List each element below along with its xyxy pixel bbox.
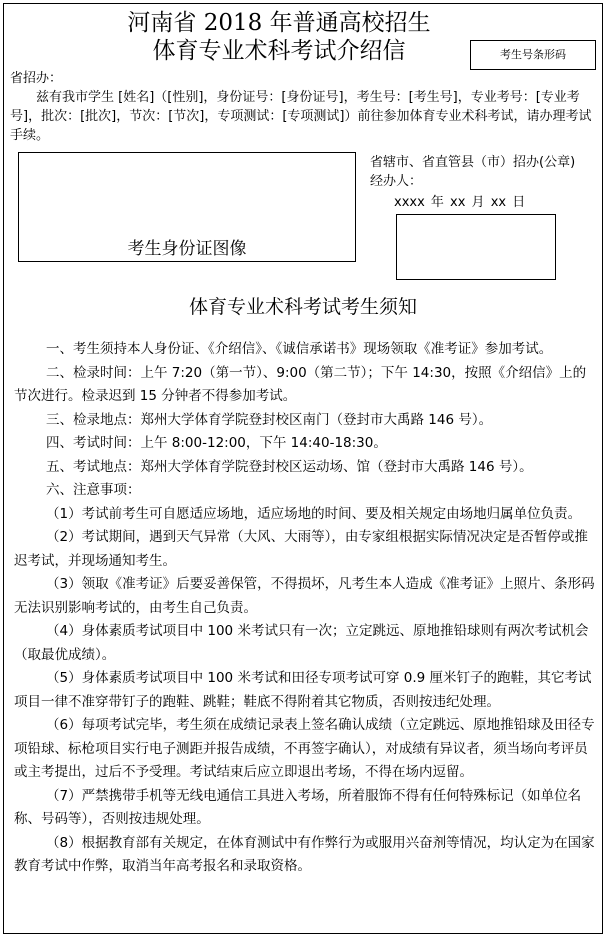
notice-item: （5）身体素质考试项目中 100 米考试和田径专项考试可穿 0.9 厘米钉子的跑鞋，其它考试项目一律不准穿带钉子的跑鞋、跳鞋；鞋底不得附着其它物质，否则按违纪处理。 (14, 670, 592, 710)
addressee: 省招办： (10, 71, 63, 86)
document-page (3, 3, 603, 934)
notice-list (14, 338, 596, 879)
notice-title: 体育专业术科考试考生须知 (188, 296, 417, 318)
notice-item: （4）身体素质考试项目中 100 米考试只有一次；立定跳远、原地推铅球则有两次考试机会（取最优成绩）。 (14, 623, 589, 663)
notice-item: 二、检录时间：上午 7:20（第一节）、9:00（第二节）；下午 14:30，按照《介绍信》上的节次进行。检录迟到 15 分钟者不得参加考试。 (14, 364, 587, 404)
notice-item: 三、检录地点：郑州大学体育学院登封校区南门（登封市大禹路 146 号）。 (46, 411, 493, 428)
title-line-1: 河南省 2018 年普通高校招生 (127, 10, 431, 36)
notice-item: 四、考试时间：上午 8:00-12:00，下午 14:40-18:30。 (46, 435, 387, 451)
id-photo-caption: 考生身份证图像 (127, 239, 247, 259)
notice-item: （3）领取《准考证》后要妥善保管，不得损坏，凡考生本人造成《准考证》上照片、条形码无法识别影响考试的，由考生自己负责。 (14, 576, 595, 616)
notice-item: 一、考生须持本人身份证、《介绍信》、《诚信承诺书》现场领取《准考证》参加考试。 (46, 341, 553, 357)
notice-item: （2）考试期间，遇到天气异常（大风、大雨等），由专家组根据实际情况决定是否暂停或推迟考试，并现场通知考生。 (14, 529, 588, 569)
notice-item: （1）考试前考生可自愿适应场地，适应场地的时间、要及相关规定由场地归属单位负责。 (46, 505, 582, 522)
issuer-line: 省辖市、省直管县（市）招办(公章) (370, 155, 576, 170)
notice-item: 五、考试地点：郑州大学体育学院登封校区运动场、馆（登封市大禹路 146 号）。 (46, 458, 533, 475)
barcode-label: 考生号条形码 (500, 48, 566, 61)
letter-body: 兹有我市学生 [姓名]（[性别]，身份证号：[身份证号]，考生号：[考生号]，专业考号：[专业考号]，批次：[批次]，节次：[节次]，专项测试：[专项测试]）前往参加体育专业术科考试，请办理考试手续。 (10, 90, 592, 143)
barcode-box (470, 40, 596, 70)
notice-item: （7）严禁携带手机等无线电通信工具进入考场，所着服饰不得有任何特殊标记（如单位名称、号码等），否则按违规处理。 (14, 787, 582, 827)
notice-item: 六、注意事项： (46, 482, 141, 498)
title-line-2: 体育专业术科考试介绍信 (152, 38, 406, 64)
notice-item: （6）每项考试完毕，考生须在成绩记录表上签名确认成绩（立定跳远、原地推铅球及田径专项铅球、标枪项目实行电子测距并报告成绩，不再签字确认），对成绩有异议者，须当场向考评员或主考提出，过后不予受理。考试结束后应立即退出考场，不得在场内逗留。 (14, 717, 595, 780)
id-photo-box (18, 152, 356, 262)
seal-box (396, 214, 556, 280)
date-line: xxxx 年 xx 月 xx 日 (394, 195, 526, 210)
handler-label: 经办人： (370, 174, 423, 189)
notice-item: （8）根据教育部有关规定，在体育测试中有作弊行为或服用兴奋剂等情况，均认定为在国家教育考试中作弊，取消当年高考报名和录取资格。 (14, 834, 595, 874)
